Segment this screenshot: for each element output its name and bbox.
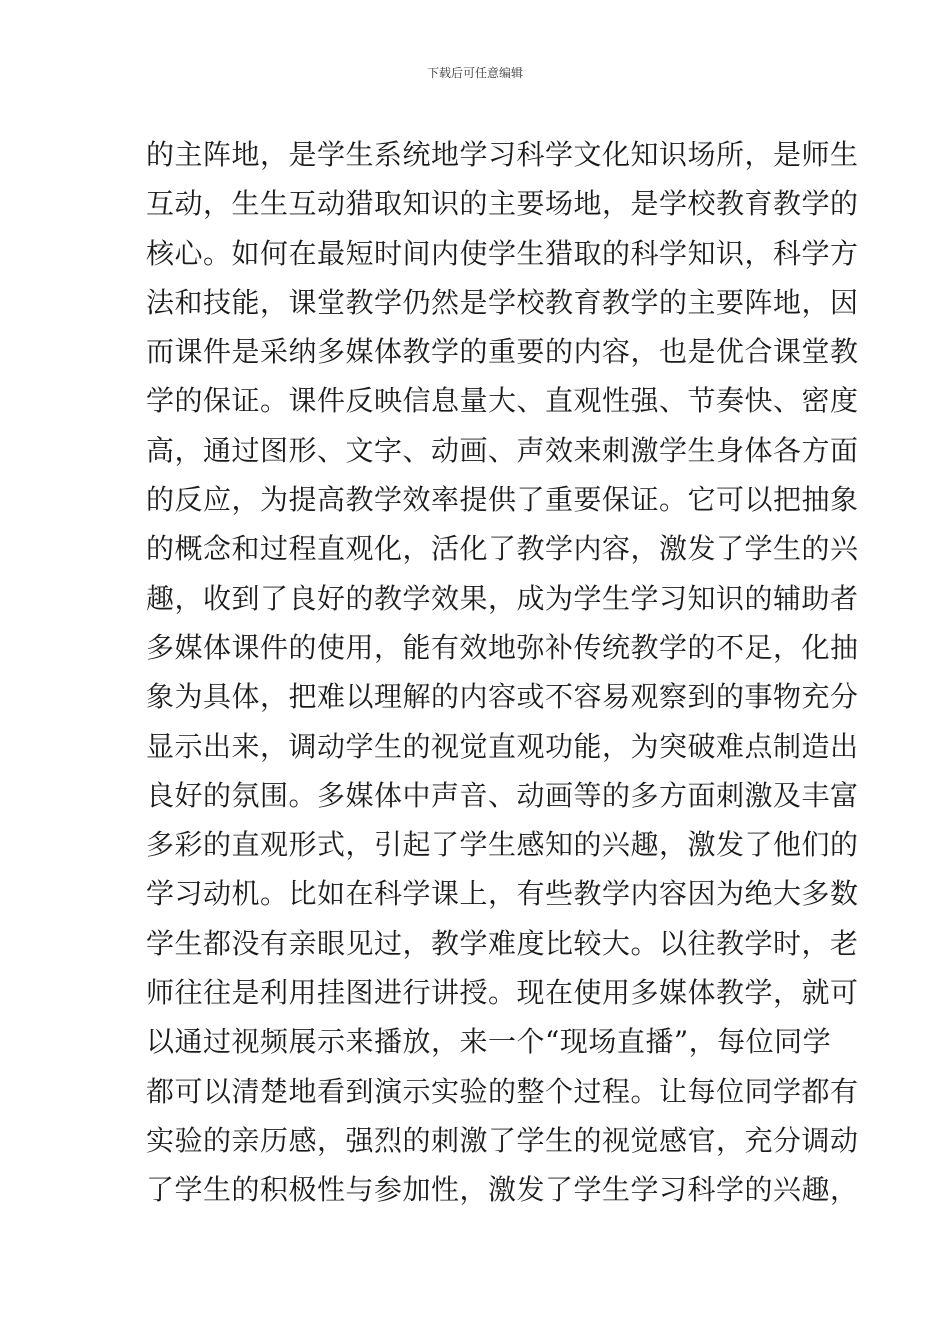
text-line: 核心。如何在最短时间内使学生猎取的科学知识，科学方	[146, 236, 859, 270]
page-header: 下载后可任意编辑	[426, 66, 523, 80]
text-line: 多彩的直观形式，引起了学生感知的兴趣，激发了他们的	[146, 828, 859, 862]
text-line: 互动，生生互动猎取知识的主要场地，是学校教育教学的	[146, 187, 859, 221]
text-line: 师往往是利用挂图进行讲授。现在使用多媒体教学，就可	[146, 976, 859, 1010]
text-line: 的概念和过程直观化，活化了教学内容，激发了学生的兴	[146, 532, 859, 566]
text-line: 实验的亲历感，强烈的刺激了学生的视觉感官，充分调动	[146, 1123, 859, 1157]
text-line: 了学生的积极性与参加性，激发了学生学习科学的兴趣，	[146, 1173, 859, 1207]
text-line: 而课件是采纳多媒体教学的重要的内容，也是优合课堂教	[146, 335, 859, 369]
text-line: 以通过视频展示来播放，来一个“现场直播”，每位同学	[146, 1025, 832, 1059]
text-line: 的主阵地，是学生系统地学习科学文化知识场所，是师生	[146, 138, 859, 171]
text-line: 的反应，为提高教学效率提供了重要保证。它可以把抽象	[146, 483, 859, 517]
text-line: 都可以清楚地看到演示实验的整个过程。让每位同学都有	[146, 1074, 859, 1108]
text-line: 趣，收到了良好的教学效果，成为学生学习知识的辅助者	[146, 581, 859, 615]
body-text	[146, 130, 859, 1215]
text-line: 象为具体，把难以理解的内容或不容易观察到的事物充分	[146, 680, 859, 714]
text-line: 良好的氛围。多媒体中声音、动画等的多方面刺激及丰富	[146, 778, 859, 812]
text-line: 学生都没有亲眼见过，教学难度比较大。以往教学时，老	[146, 926, 859, 960]
text-line: 多媒体课件的使用，能有效地弥补传统教学的不足，化抽	[146, 630, 859, 664]
text-line: 高，通过图形、文字、动画、声效来刺激学生身体各方面	[146, 433, 859, 467]
text-line: 学的保证。课件反映信息量大、直观性强、节奏快、密度	[146, 384, 859, 418]
text-line: 学习动机。比如在科学课上，有些教学内容因为绝大多数	[146, 877, 859, 911]
text-line: 显示出来，调动学生的视觉直观功能，为突破难点制造出	[146, 729, 859, 763]
text-line: 法和技能，课堂教学仍然是学校教育教学的主要阵地，因	[146, 285, 859, 319]
